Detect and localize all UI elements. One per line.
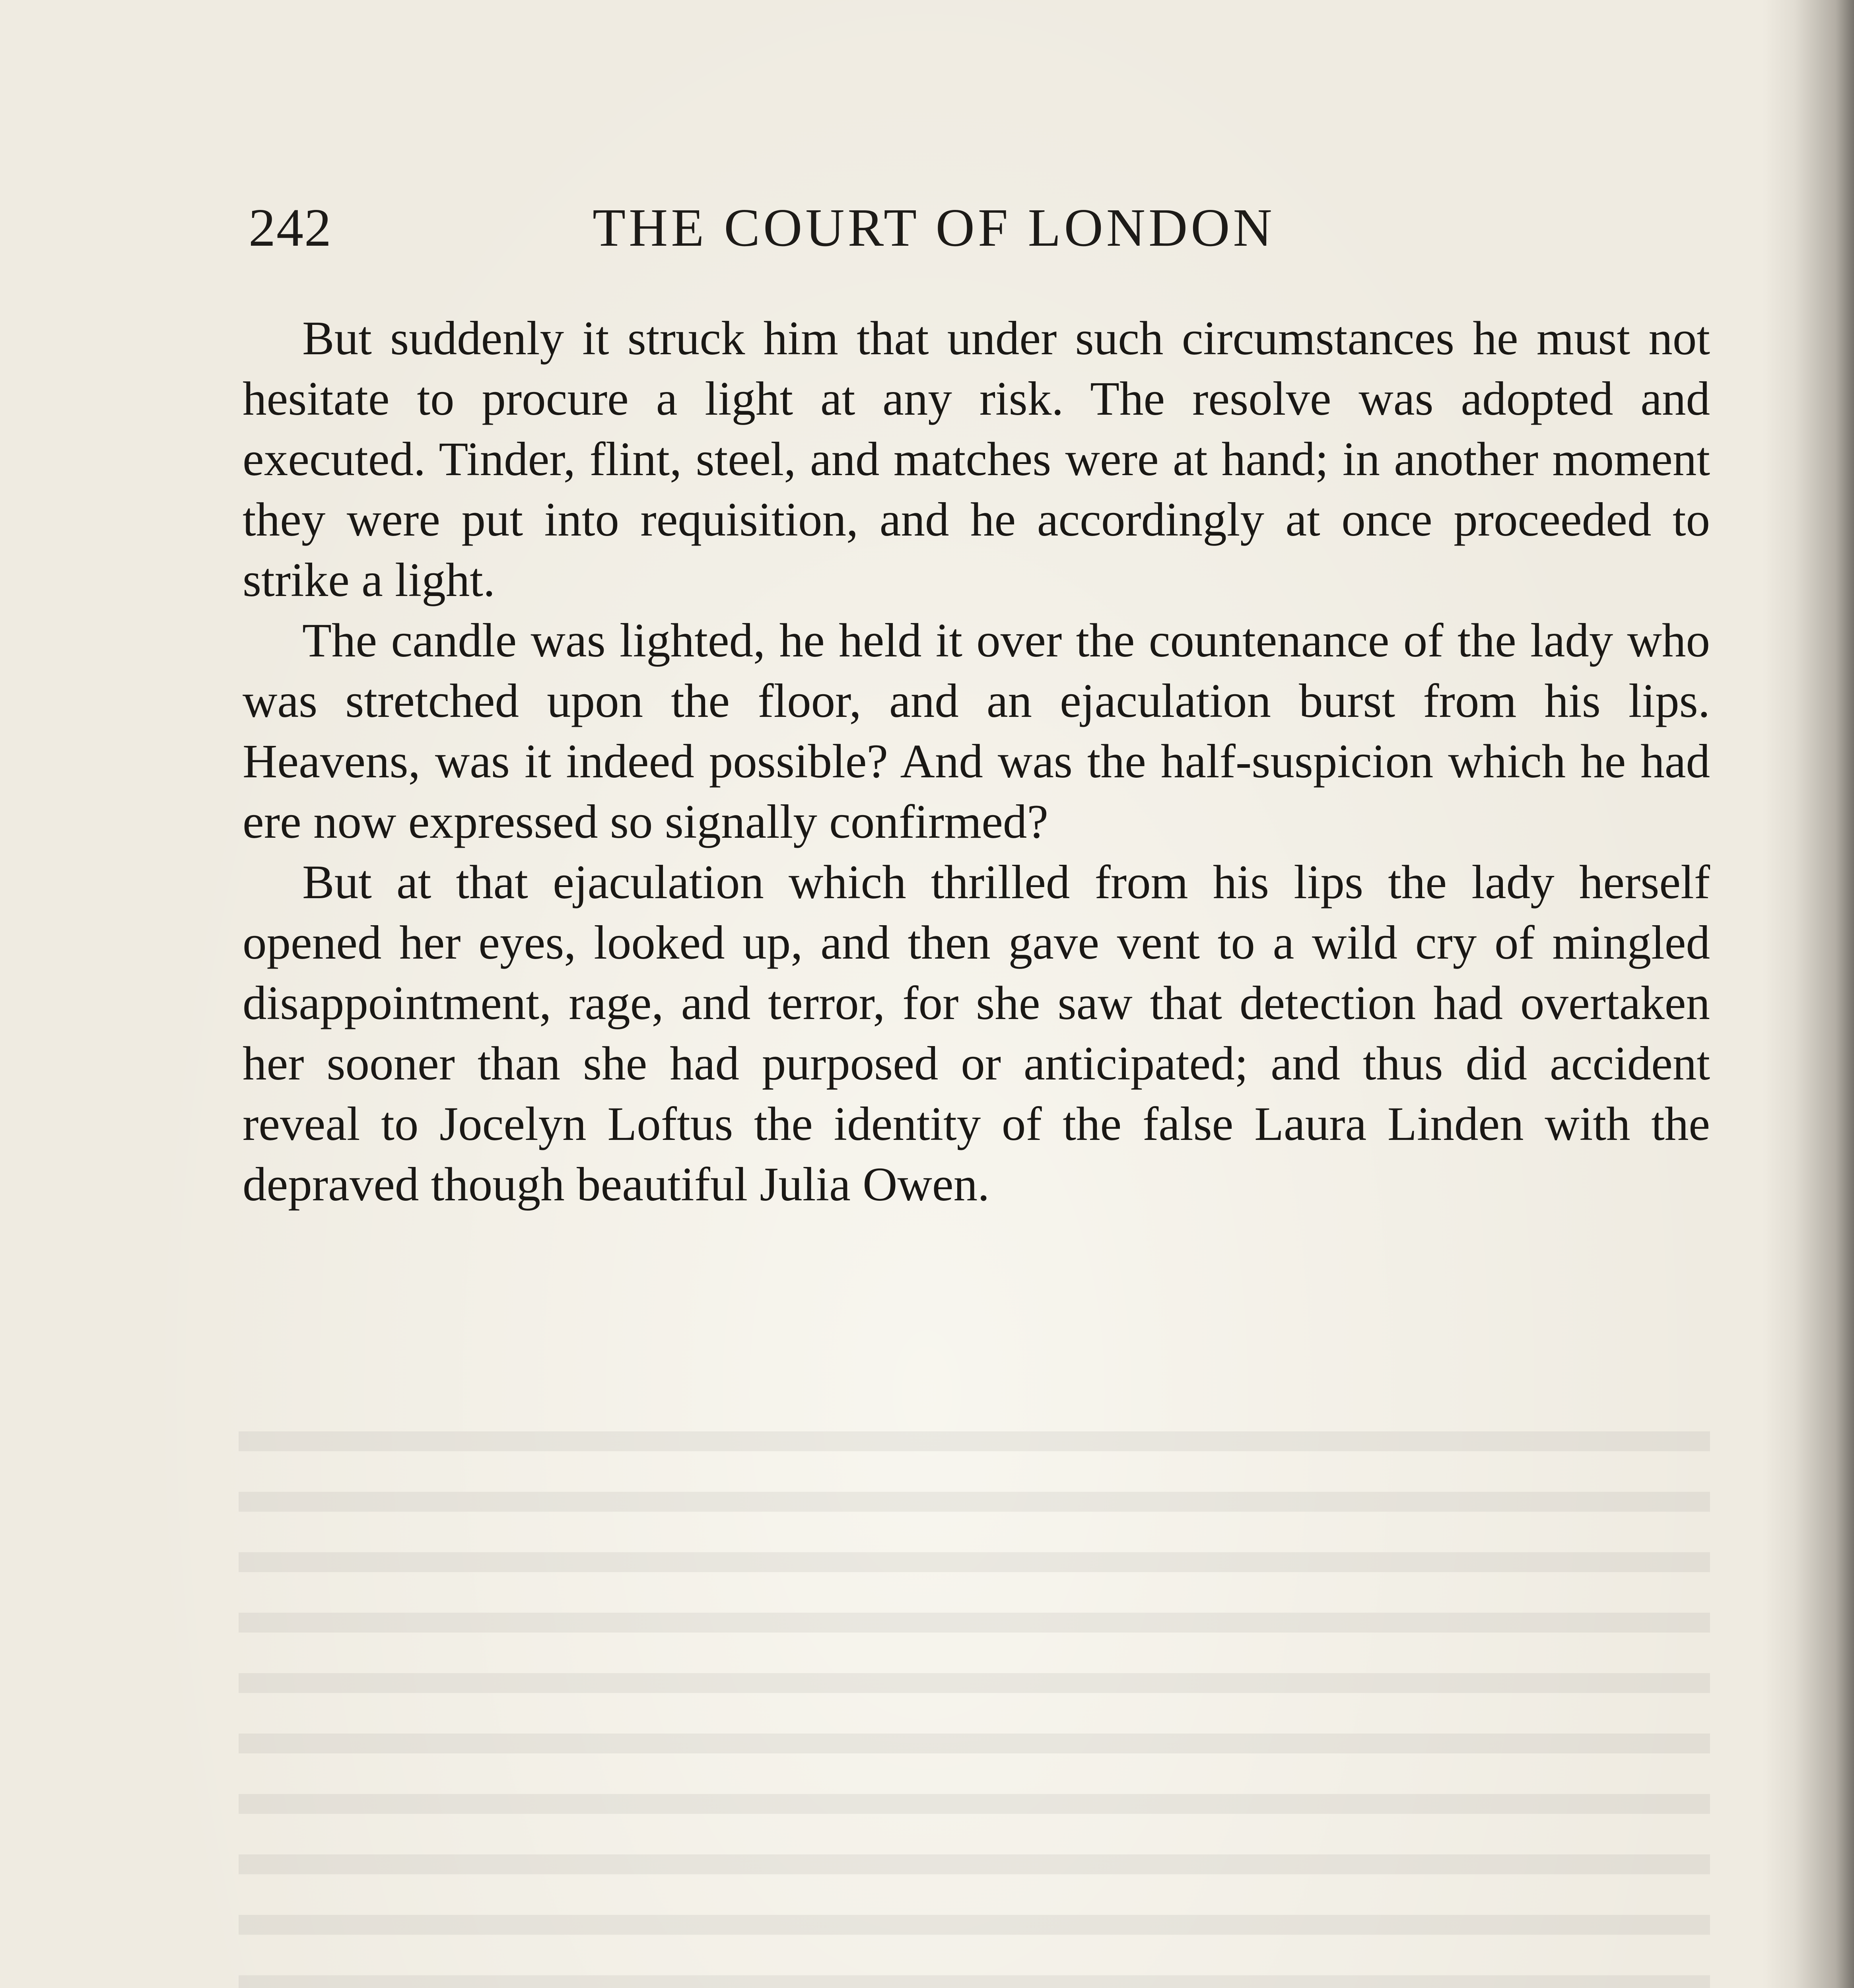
- page-edge-shadow: [1763, 0, 1854, 1988]
- page-number: 242: [249, 198, 332, 258]
- paragraph: But suddenly it struck him that under such circumstances he must not hesitate to procure a light at any risk. The resolve was adopted and executed. Tinder, flint, steel, and matches were at hand; in another moment they were put into requisition, and he accordingly at once proceeded to strike a light.: [243, 312, 1710, 607]
- body-text: [243, 308, 1710, 1215]
- show-through-texture: [239, 1431, 1710, 1988]
- running-head: [249, 197, 1370, 276]
- paragraph: The candle was lighted, he held it over the countenance of the lady who was stretched upon the floor, and an ejaculation burst from his lips. Heavens, was it indeed possible? And was the half-suspicion which he had ere now expressed so signally confirmed?: [243, 614, 1710, 848]
- book-title: THE COURT OF LONDON: [593, 198, 1275, 258]
- paragraph: But at that ejaculation which thrilled from his lips the lady herself opened her eyes, looked up, and then gave vent to a wild cry of mingled disappointment, rage, and terror, for she saw that detection had overtaken her sooner than she had purposed or anticipated; and thus did accident reveal to Jocelyn Loftus the identity of the false Laura Linden with the depraved though beautiful Julia Owen.: [243, 856, 1710, 1211]
